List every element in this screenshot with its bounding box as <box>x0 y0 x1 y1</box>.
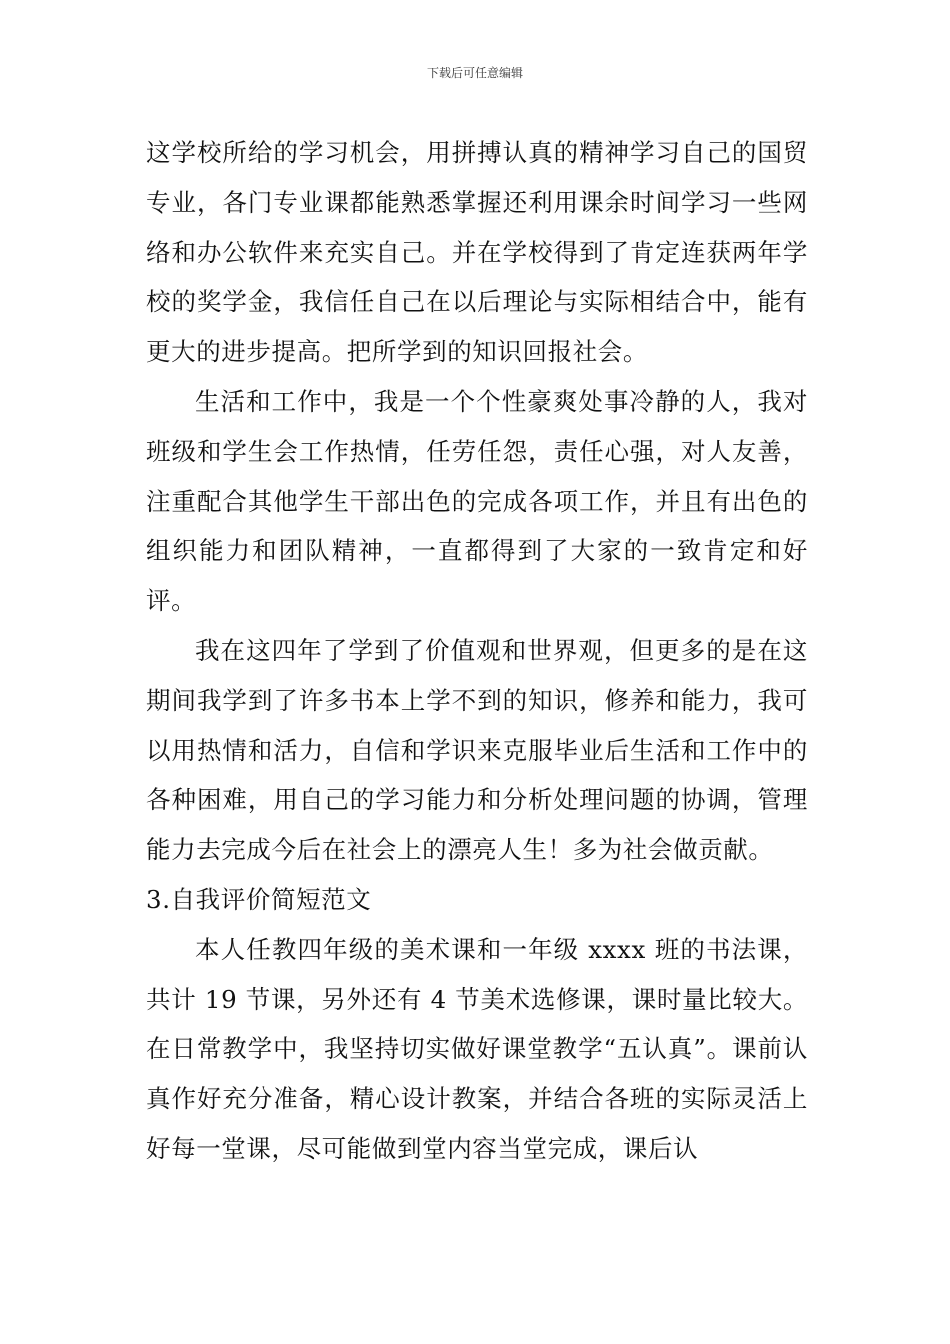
paragraph-continuation: 这学校所给的学习机会，用拼搏认真的精神学习自己的国贸专业，各门专业课都能熟悉掌握还利用课余时间学习一些网络和办公软件来充实自己。并在学校得到了肯定连获两年学校的奖学金，我信任自己在以后理论与实际相结合中，能有更大的进步提高。把所学到的知识回报社会。 <box>146 138 808 367</box>
page-header: 下载后可任意编辑 <box>426 66 523 80</box>
paragraph-teaching: 本人任教四年级的美术课和一年级 xxxx 班的书法课，共计 19 节课，另外还有 4 节美术选修课，课时量比较大。在日常教学中，我坚持切实做好课堂教学“五认真”。课前认真作好充分准备，精心设计教案，并结合各班的实际灵活上好每一堂课，尽可能做到堂内容当堂完成，课后认 <box>146 934 808 1163</box>
paragraph-personality: 生活和工作中，我是一个个性豪爽处事冷静的人，我对班级和学生会工作热情，任劳任怨，责任心强，对人友善，注重配合其他学生干部出色的完成各项工作，并且有出色的组织能力和团队精神，一直都得到了大家的一致肯定和好评。 <box>146 386 808 616</box>
document-body <box>146 128 808 1174</box>
section-heading: 3.自我评价简短范文 <box>146 884 372 914</box>
paragraph-growth: 我在这四年了学到了价值观和世界观，但更多的是在这期间我学到了许多书本上学不到的知识，修养和能力，我可以用热情和活力，自信和学识来克服毕业后生活和工作中的各种困难，用自己的学习能力和分析处理问题的协调，管理能力去完成今后在社会上的漂亮人生！多为社会做贡献。 <box>146 635 808 865</box>
